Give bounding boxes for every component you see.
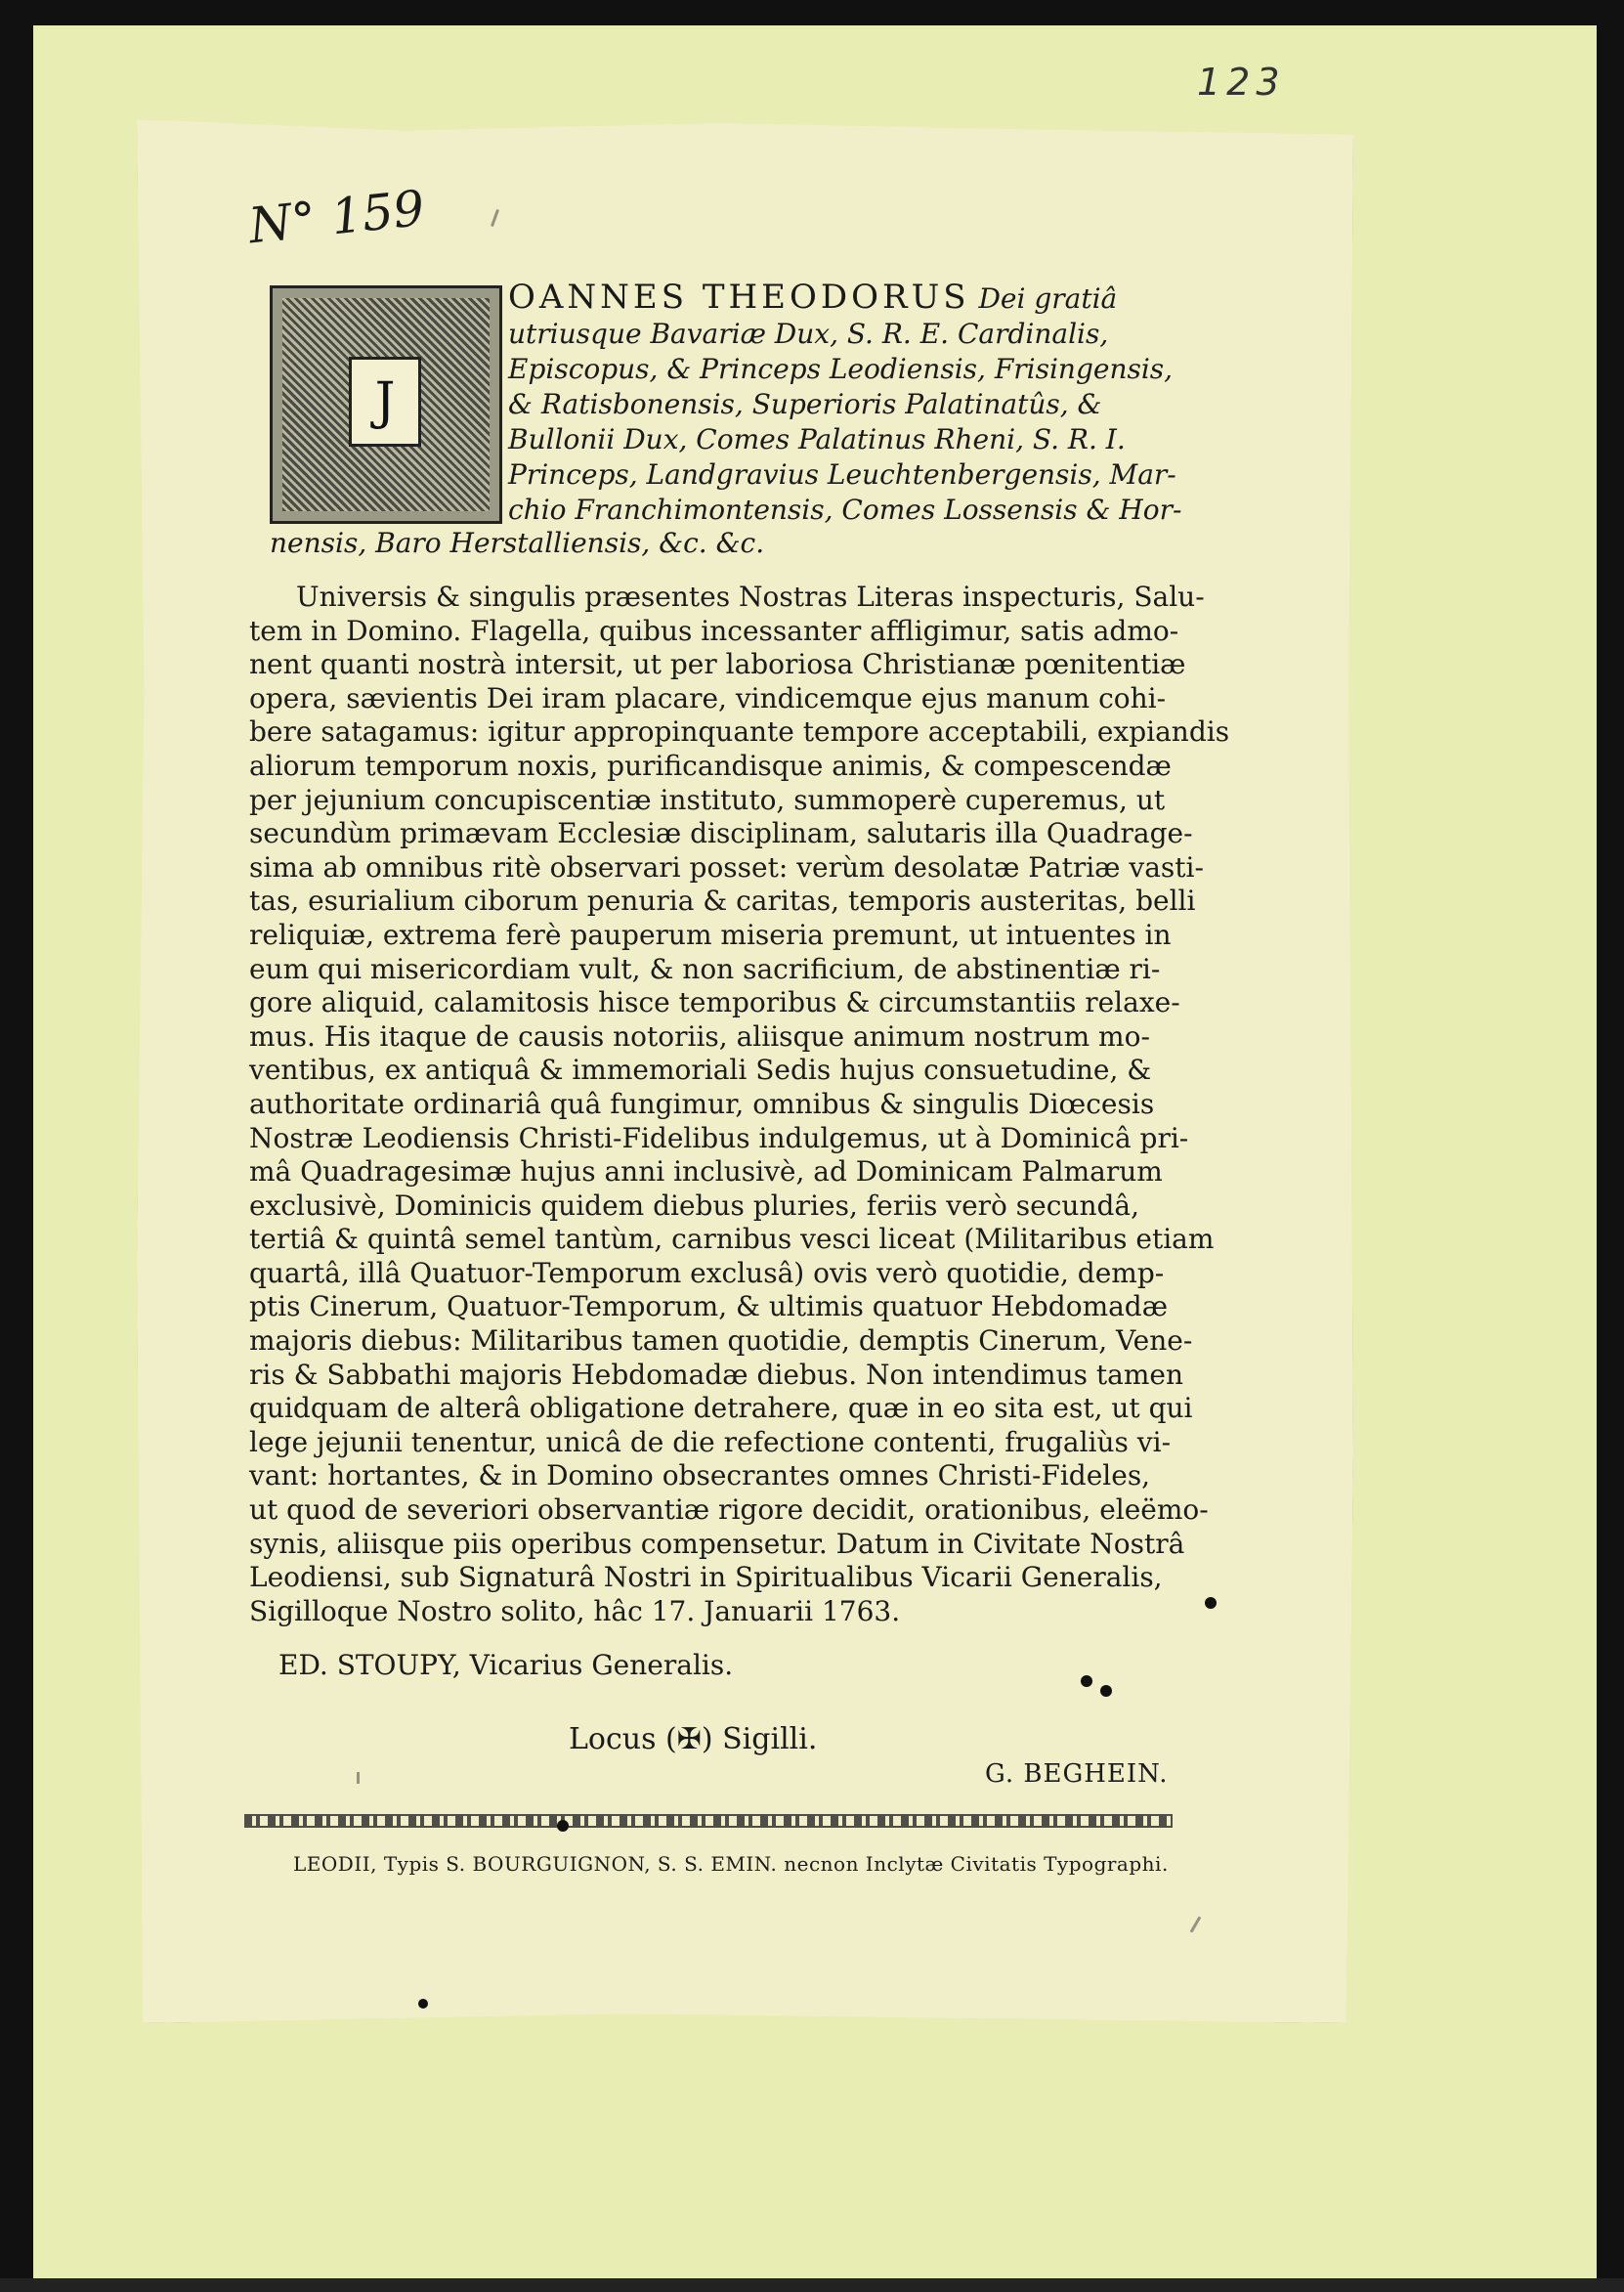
body-line: tertiâ & quintâ semel tantùm, carnibus vesci liceat (Militaribus etiam bbox=[249, 1223, 1215, 1256]
body-line: Sigilloque Nostro solito, hâc 17. Januarii 1763. bbox=[249, 1594, 901, 1627]
body-line: tas, esurialium ciborum penuria & caritas, temporis austeritas, belli bbox=[249, 885, 1196, 918]
title-block bbox=[508, 280, 1192, 528]
body-line: reliquiæ, extrema ferè pauperum miseria premunt, ut intuentes in bbox=[249, 918, 1172, 951]
body-line: secundùm primævam Ecclesiæ disciplinam, salutaris illa Quadrage- bbox=[249, 817, 1193, 850]
body-line: lege jejunii tenentur, unicâ de die refectione contenti, frugaliùs vi- bbox=[249, 1425, 1172, 1458]
scan-border-right bbox=[1597, 0, 1624, 2292]
ink-spot bbox=[1100, 1685, 1112, 1697]
vicar-signature: ED. STOUPY, Vicarius Generalis. bbox=[278, 1649, 734, 1681]
body-line: vant: hortantes, & in Domino obsecrantes omnes Christi-Fideles, bbox=[249, 1459, 1151, 1492]
body-line: nent quanti nostrà intersit, ut per laboriosa Christianæ pœnitentiæ bbox=[249, 648, 1186, 681]
body-line: quartâ, illâ Quatuor-Temporum exclusâ) ovis verò quotidie, demp- bbox=[249, 1256, 1165, 1289]
ornamental-rule bbox=[244, 1814, 1173, 1828]
body-line: sima ab omnibus ritè observari posset: verùm desolatæ Patriæ vasti- bbox=[249, 850, 1204, 884]
decree-body bbox=[249, 581, 1230, 1628]
ink-spot bbox=[1205, 1597, 1217, 1609]
title-line: Bullonii Dux, Comes Palatinus Rheni, S. R. I. bbox=[508, 423, 1126, 455]
secretary-signature: G. BEGHEIN. bbox=[985, 1759, 1169, 1789]
document-number: N° 159 bbox=[245, 179, 428, 255]
scan-border-bottom bbox=[0, 2278, 1624, 2292]
body-line: majoris diebus: Militaribus tamen quotidie, demptis Cinerum, Vene- bbox=[249, 1324, 1193, 1358]
body-line: exclusivè, Dominicis quidem diebus pluries, feriis verò secundâ, bbox=[249, 1189, 1140, 1222]
body-line: quidquam de alterâ obligatione detrahere, quæ in eo sita est, ut qui bbox=[249, 1392, 1193, 1425]
title-line: Princeps, Landgravius Leuchtenbergensis, Mar- bbox=[508, 458, 1176, 491]
title-fragment: Dei gratiâ bbox=[978, 282, 1118, 315]
seal-location: Locus (✠) Sigilli. bbox=[569, 1722, 818, 1756]
body-line: mus. His itaque de causis notoriis, aliisque animum nostrum mo- bbox=[249, 1019, 1150, 1053]
body-line: mâ Quadragesimæ hujus anni inclusivè, ad Dominicam Palmarum bbox=[249, 1155, 1163, 1189]
ink-spot bbox=[1081, 1675, 1092, 1687]
body-line: Nostræ Leodiensis Christi-Fidelibus indulgemus, ut à Dominicâ pri- bbox=[249, 1121, 1189, 1154]
printer-imprint: LEODII, Typis S. BOURGUIGNON, S. S. EMIN. necnon Inclytæ Civitatis Typographi. bbox=[293, 1852, 1169, 1876]
body-line: tem in Domino. Flagella, quibus incessanter affligimur, satis admo- bbox=[249, 614, 1179, 647]
body-line: eum qui misericordiam vult, & non sacrificium, de abstinentiæ ri- bbox=[249, 952, 1161, 985]
title-last-line: nensis, Baro Herstalliensis, &c. &c. bbox=[270, 527, 765, 559]
initial-letter: J bbox=[349, 357, 421, 447]
body-line: opera, sævientis Dei iram placare, vindicemque ejus manum cohi- bbox=[249, 681, 1167, 714]
ornamental-initial bbox=[270, 285, 502, 524]
body-line: ris & Sabbathi majoris Hebdomadæ diebus. Non intendimus tamen bbox=[249, 1358, 1184, 1391]
body-line: authoritate ordinariâ quâ fungimur, omnibus & singulis Diœcesis bbox=[249, 1087, 1155, 1120]
ink-spot bbox=[418, 1999, 428, 2009]
body-line: Leodiensi, sub Signaturâ Nostri in Spiritualibus Vicarii Generalis, bbox=[249, 1561, 1163, 1594]
scan-border-left bbox=[0, 0, 33, 2292]
title-line: chio Franchimontensis, Comes Lossensis & Hor- bbox=[508, 494, 1182, 526]
body-line: Universis & singulis præsentes Nostras Literas inspecturis, Salu- bbox=[296, 581, 1205, 613]
body-line: gore aliquid, calamitosis hisce temporibus & circumstantiis relaxe- bbox=[249, 986, 1180, 1019]
title-name: OANNES THEODORUS bbox=[508, 278, 970, 317]
title-line bbox=[508, 280, 1192, 317]
body-line: bere satagamus: igitur appropinquante tempore acceptabili, expiandis bbox=[249, 715, 1230, 749]
body-line: ptis Cinerum, Quatuor-Temporum, & ultimis quatuor Hebdomadæ bbox=[249, 1290, 1169, 1323]
body-line: ut quod de severiori observantiæ rigore decidit, orationibus, eleëmo- bbox=[249, 1493, 1209, 1527]
title-line: utriusque Bavariæ Dux, S. R. E. Cardinalis, bbox=[508, 318, 1109, 350]
body-line: ventibus, ex antiquâ & immemoriali Sedis hujus consuetudine, & bbox=[249, 1054, 1152, 1087]
paper-mark bbox=[357, 1772, 360, 1784]
scan-border-top bbox=[0, 0, 1624, 25]
title-line: & Ratisbonensis, Superioris Palatinatûs, & bbox=[508, 388, 1102, 420]
body-line: per jejunium concupiscentiæ instituto, summoperè cuperemus, ut bbox=[249, 783, 1166, 816]
archive-number: 123 bbox=[1197, 61, 1286, 104]
ink-spot bbox=[557, 1820, 569, 1832]
title-line: Episcopus, & Princeps Leodiensis, Frisingensis, bbox=[508, 353, 1174, 385]
body-line: aliorum temporum noxis, purificandisque animis, & compescendæ bbox=[249, 749, 1172, 782]
body-line: synis, aliisque piis operibus compensetur. Datum in Civitate Nostrâ bbox=[249, 1527, 1185, 1560]
